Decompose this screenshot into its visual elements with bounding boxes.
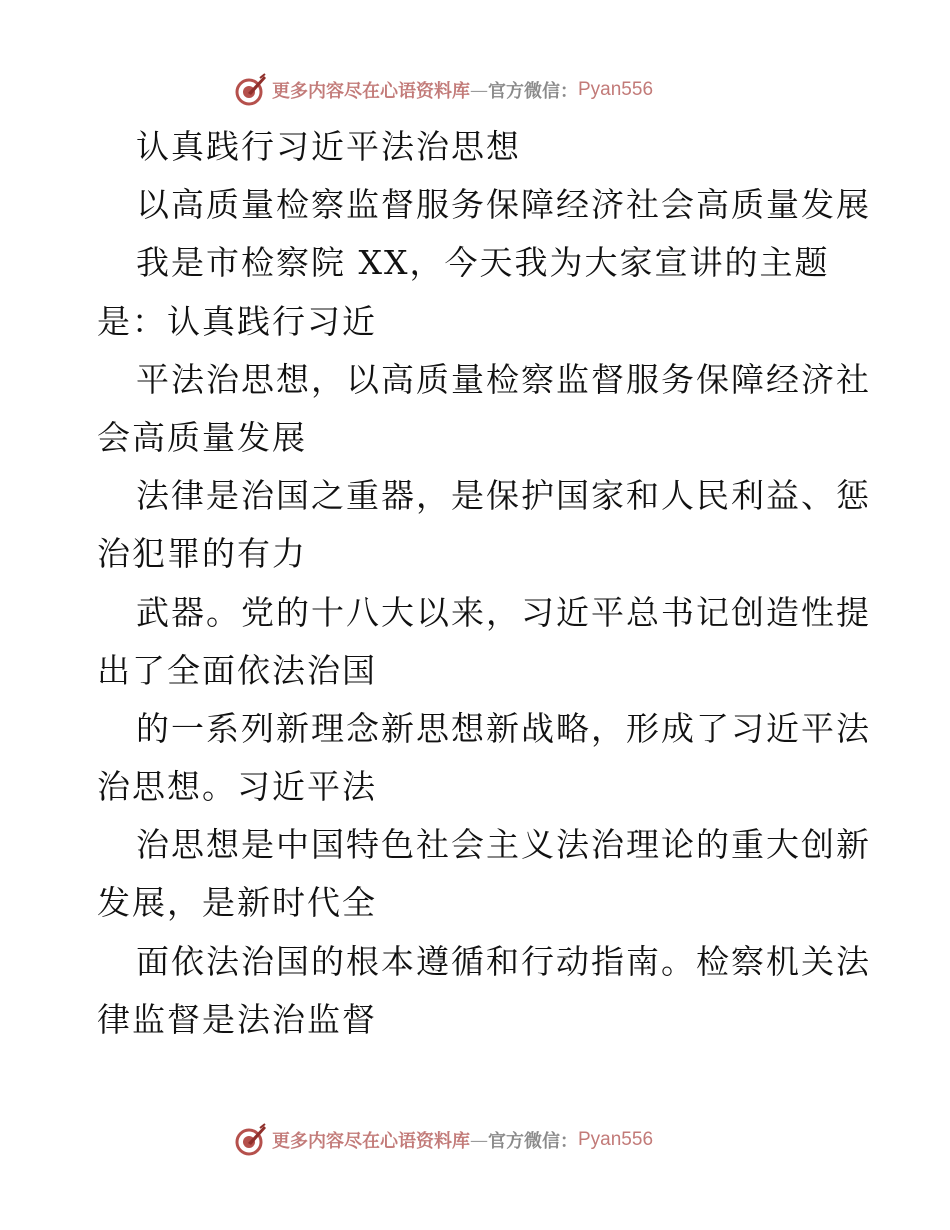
footer-banner-content xyxy=(234,1120,653,1160)
doc-line-4: 是：认真践行习近 xyxy=(97,301,377,341)
doc-line-3: 我是市检察院 XX，今天我为大家宣讲的主题 xyxy=(136,243,830,283)
doc-line-8: 治犯罪的有力 xyxy=(97,534,307,574)
banner-dash: — xyxy=(470,79,488,101)
banner-main-text: 更多内容尽在心语资料库 xyxy=(272,1131,470,1152)
banner-account: Pyan556 xyxy=(578,1129,654,1150)
doc-line-10: 出了全面依法治国 xyxy=(97,650,377,690)
doc-line-1: 认真践行习近平法治思想 xyxy=(136,127,521,166)
doc-line-5: 平法治思想，以高质量检察监督服务保障经济社 xyxy=(136,359,871,399)
doc-line-11: 的一系列新理念新思想新战略，形成了习近平法 xyxy=(136,708,871,748)
doc-line-14: 发展，是新时代全 xyxy=(97,883,377,923)
banner-label: 官方微信： xyxy=(488,1131,578,1152)
banner-dash: — xyxy=(470,1129,488,1151)
quill-logo-icon xyxy=(234,1123,268,1157)
banner-main-text: 更多内容尽在心语资料库 xyxy=(272,81,470,102)
doc-line-6: 会高质量发展 xyxy=(97,417,307,457)
doc-line-9: 武器。党的十八大以来，习近平总书记创造性提 xyxy=(136,592,871,632)
doc-line-13: 治思想是中国特色社会主义法治理论的重大创新 xyxy=(136,825,871,865)
banner-account: Pyan556 xyxy=(578,79,654,100)
footer-banner xyxy=(0,1120,950,1160)
doc-line-15: 面依法治国的根本遵循和行动指南。检察机关法 xyxy=(136,941,871,981)
document-body xyxy=(97,122,871,1053)
doc-line-2: 以高质量检察监督服务保障经济社会高质量发展 xyxy=(136,185,871,225)
doc-line-12: 治思想。习近平法 xyxy=(97,767,377,807)
header-banner xyxy=(0,70,950,110)
banner-label: 官方微信： xyxy=(488,81,578,102)
header-banner-content xyxy=(234,70,653,110)
quill-logo-icon xyxy=(234,73,268,107)
doc-line-16: 律监督是法治监督 xyxy=(97,999,377,1039)
doc-line-7: 法律是治国之重器，是保护国家和人民利益、惩 xyxy=(136,476,871,516)
